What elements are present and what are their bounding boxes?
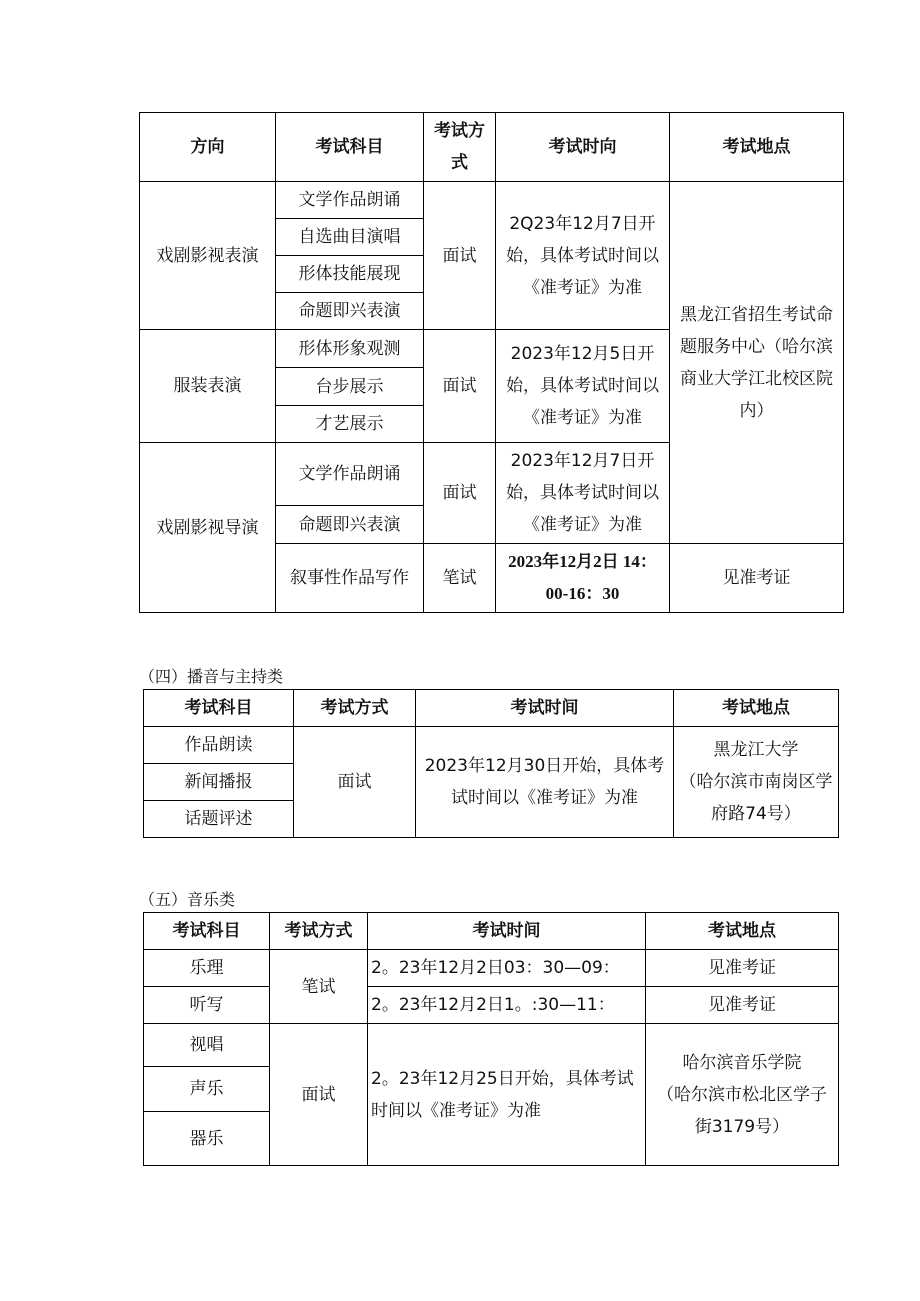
subject-cell: 台步展示 xyxy=(276,368,424,406)
subject-cell: 自选曲目演唱 xyxy=(276,219,424,256)
subject-cell: 命题即兴表演 xyxy=(276,506,424,544)
place-cell xyxy=(646,1024,839,1166)
place-cell: 见准考证 xyxy=(670,544,844,613)
header-direction: 方向 xyxy=(140,113,276,182)
subject-cell: 器乐 xyxy=(144,1112,270,1166)
subject-cell: 乐理 xyxy=(144,950,270,987)
place-cell xyxy=(674,727,839,838)
header-time: 考试时向 xyxy=(496,113,670,182)
subject-cell: 视唱 xyxy=(144,1024,270,1067)
place-cell: 见准考证 xyxy=(646,950,839,987)
subject-cell: 文学作品朗诵 xyxy=(276,182,424,219)
time-cell: 2023年12月30日开始，具体考试时间以《准考证》为准 xyxy=(416,727,674,838)
time-cell: 2Q23年12月7日开始，具体考试时间以《准考证》为准 xyxy=(496,182,670,330)
music-exam-table xyxy=(143,912,839,1166)
place-name: 黑龙江大学 xyxy=(713,740,799,760)
time-cell: 2。23年12月2日03：30—09： xyxy=(368,950,646,987)
header-method: 考试方式 xyxy=(424,113,496,182)
direction-cell: 戏剧影视导演 xyxy=(140,443,276,613)
place-address: （哈尔滨市松北区学子街3179号） xyxy=(657,1084,827,1137)
subject-cell: 才艺展示 xyxy=(276,406,424,443)
subject-cell: 听写 xyxy=(144,987,270,1024)
subject-cell: 叙事性作品写作 xyxy=(276,544,424,613)
section-caption: （五）音乐类 xyxy=(139,890,236,909)
place-cell: 见准考证 xyxy=(646,987,839,1024)
header-subject: 考试科目 xyxy=(144,913,270,950)
subject-cell: 话题评述 xyxy=(144,801,294,838)
method-cell: 笔试 xyxy=(424,544,496,613)
header-time: 考试时间 xyxy=(416,690,674,727)
direction-cell: 戏剧影视表演 xyxy=(140,182,276,330)
method-cell: 面试 xyxy=(294,727,416,838)
subject-cell: 命题即兴表演 xyxy=(276,293,424,330)
time-cell: 2023年12月2日 14：00-16：30 xyxy=(496,544,670,613)
place-cell: 黑龙江省招生考试命题服务中心（哈尔滨商业大学江北校区院内） xyxy=(670,182,844,544)
subject-cell: 形体技能展现 xyxy=(276,256,424,293)
subject-cell: 作品朗读 xyxy=(144,727,294,764)
section-caption: （四）播音与主持类 xyxy=(139,667,284,686)
time-cell: 2023年12月7日开始，具体考试时间以《准考证》为准 xyxy=(496,443,670,544)
method-cell: 面试 xyxy=(424,330,496,443)
subject-cell: 形体形象观测 xyxy=(276,330,424,368)
subject-cell: 文学作品朗诵 xyxy=(276,443,424,506)
method-cell: 笔试 xyxy=(270,950,368,1024)
broadcast-exam-table xyxy=(143,689,839,838)
method-cell: 面试 xyxy=(424,182,496,330)
time-cell: 2。23年12月25日开始，具体考试时间以《准考证》为准 xyxy=(368,1024,646,1166)
direction-cell: 服装表演 xyxy=(140,330,276,443)
method-cell: 面试 xyxy=(424,443,496,544)
time-cell: 2。23年12月2日1。:30—11： xyxy=(368,987,646,1024)
place-name: 哈尔滨音乐学院 xyxy=(682,1052,802,1073)
subject-cell: 声乐 xyxy=(144,1067,270,1112)
header-place: 考试地点 xyxy=(670,113,844,182)
place-address: （哈尔滨市南岗区学府路74号） xyxy=(679,772,833,824)
header-place: 考试地点 xyxy=(646,913,839,950)
header-method: 考试方式 xyxy=(294,690,416,727)
header-time: 考试时间 xyxy=(368,913,646,950)
header-place: 考试地点 xyxy=(674,690,839,727)
header-method: 考试方式 xyxy=(270,913,368,950)
header-subject: 考试科目 xyxy=(144,690,294,727)
subject-cell: 新闻播报 xyxy=(144,764,294,801)
method-cell: 面试 xyxy=(270,1024,368,1166)
header-subject: 考试科目 xyxy=(276,113,424,182)
time-cell: 2023年12月5日开始，具体考试时间以《准考证》为准 xyxy=(496,330,670,443)
art-exam-table xyxy=(139,112,844,613)
